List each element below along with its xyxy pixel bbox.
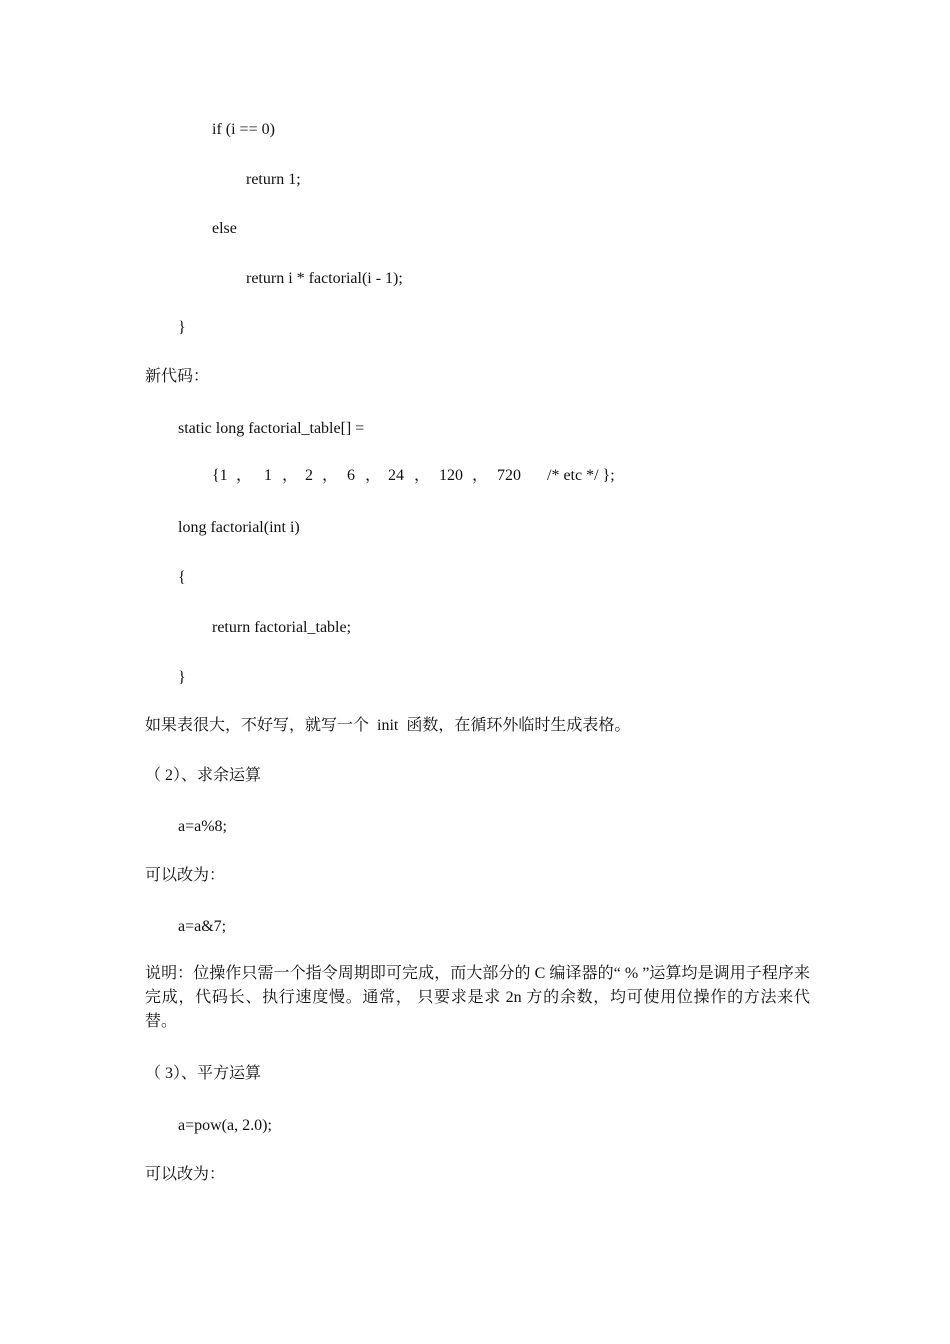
modulo-explanation: 说明：位操作只需一个指令周期即可完成，而大部分的 C 编译器的“ % ”运算均是调用子程序来完成，代码长、执行速度慢。通常， 只要求是求 2n 方的余数，均可使用位操作的方法来代替。 (145, 965, 810, 1030)
code-close-brace: } (178, 669, 186, 686)
table-value: 24 (388, 467, 404, 484)
code-table-decl: static long factorial_table[] = (178, 420, 365, 437)
table-comma: ， (282, 467, 299, 484)
code-pow-before: a=pow(a, 2.0); (178, 1117, 272, 1134)
table-comma: ， (322, 467, 339, 484)
code-return-one: return 1; (246, 171, 301, 188)
table-value: 2 (305, 467, 313, 484)
code-table-initializer (212, 466, 615, 486)
table-comma: ， (414, 467, 431, 484)
code-return-table: return factorial_table; (212, 619, 352, 636)
code-modulo-after: a=a&7; (178, 918, 227, 935)
table-comma: ， (236, 467, 253, 484)
code-else-line: else (212, 220, 237, 237)
table-comma: ， (472, 467, 489, 484)
new-code-heading: 新代码： (145, 368, 210, 385)
can-change-label: 可以改为： (145, 867, 226, 884)
code-func-signature: long factorial(int i) (178, 519, 300, 536)
code-if-line: if (i == 0) (212, 121, 275, 138)
can-change-label: 可以改为： (145, 1166, 226, 1183)
code-return-recursive: return i * factorial(i - 1); (246, 270, 403, 287)
table-value: 6 (347, 467, 355, 484)
code-open-brace: { (178, 569, 186, 586)
code-modulo-before: a=a%8; (178, 818, 227, 835)
section-2-heading: （ 2）、求余运算 (145, 767, 262, 784)
table-open: {1 (212, 467, 228, 484)
table-comma: ， (365, 467, 382, 484)
section-3-heading: （ 3）、平方运算 (145, 1065, 262, 1082)
table-value: 1 (264, 467, 272, 484)
note-init-function: 如果表很大，不好写，就写一个 init 函数，在循环外临时生成表格。 (145, 717, 631, 734)
table-value: 720 (497, 467, 521, 484)
code-close-brace: } (178, 319, 186, 336)
table-value: 120 (439, 467, 463, 484)
table-tail: /* etc */ }; (547, 467, 615, 484)
